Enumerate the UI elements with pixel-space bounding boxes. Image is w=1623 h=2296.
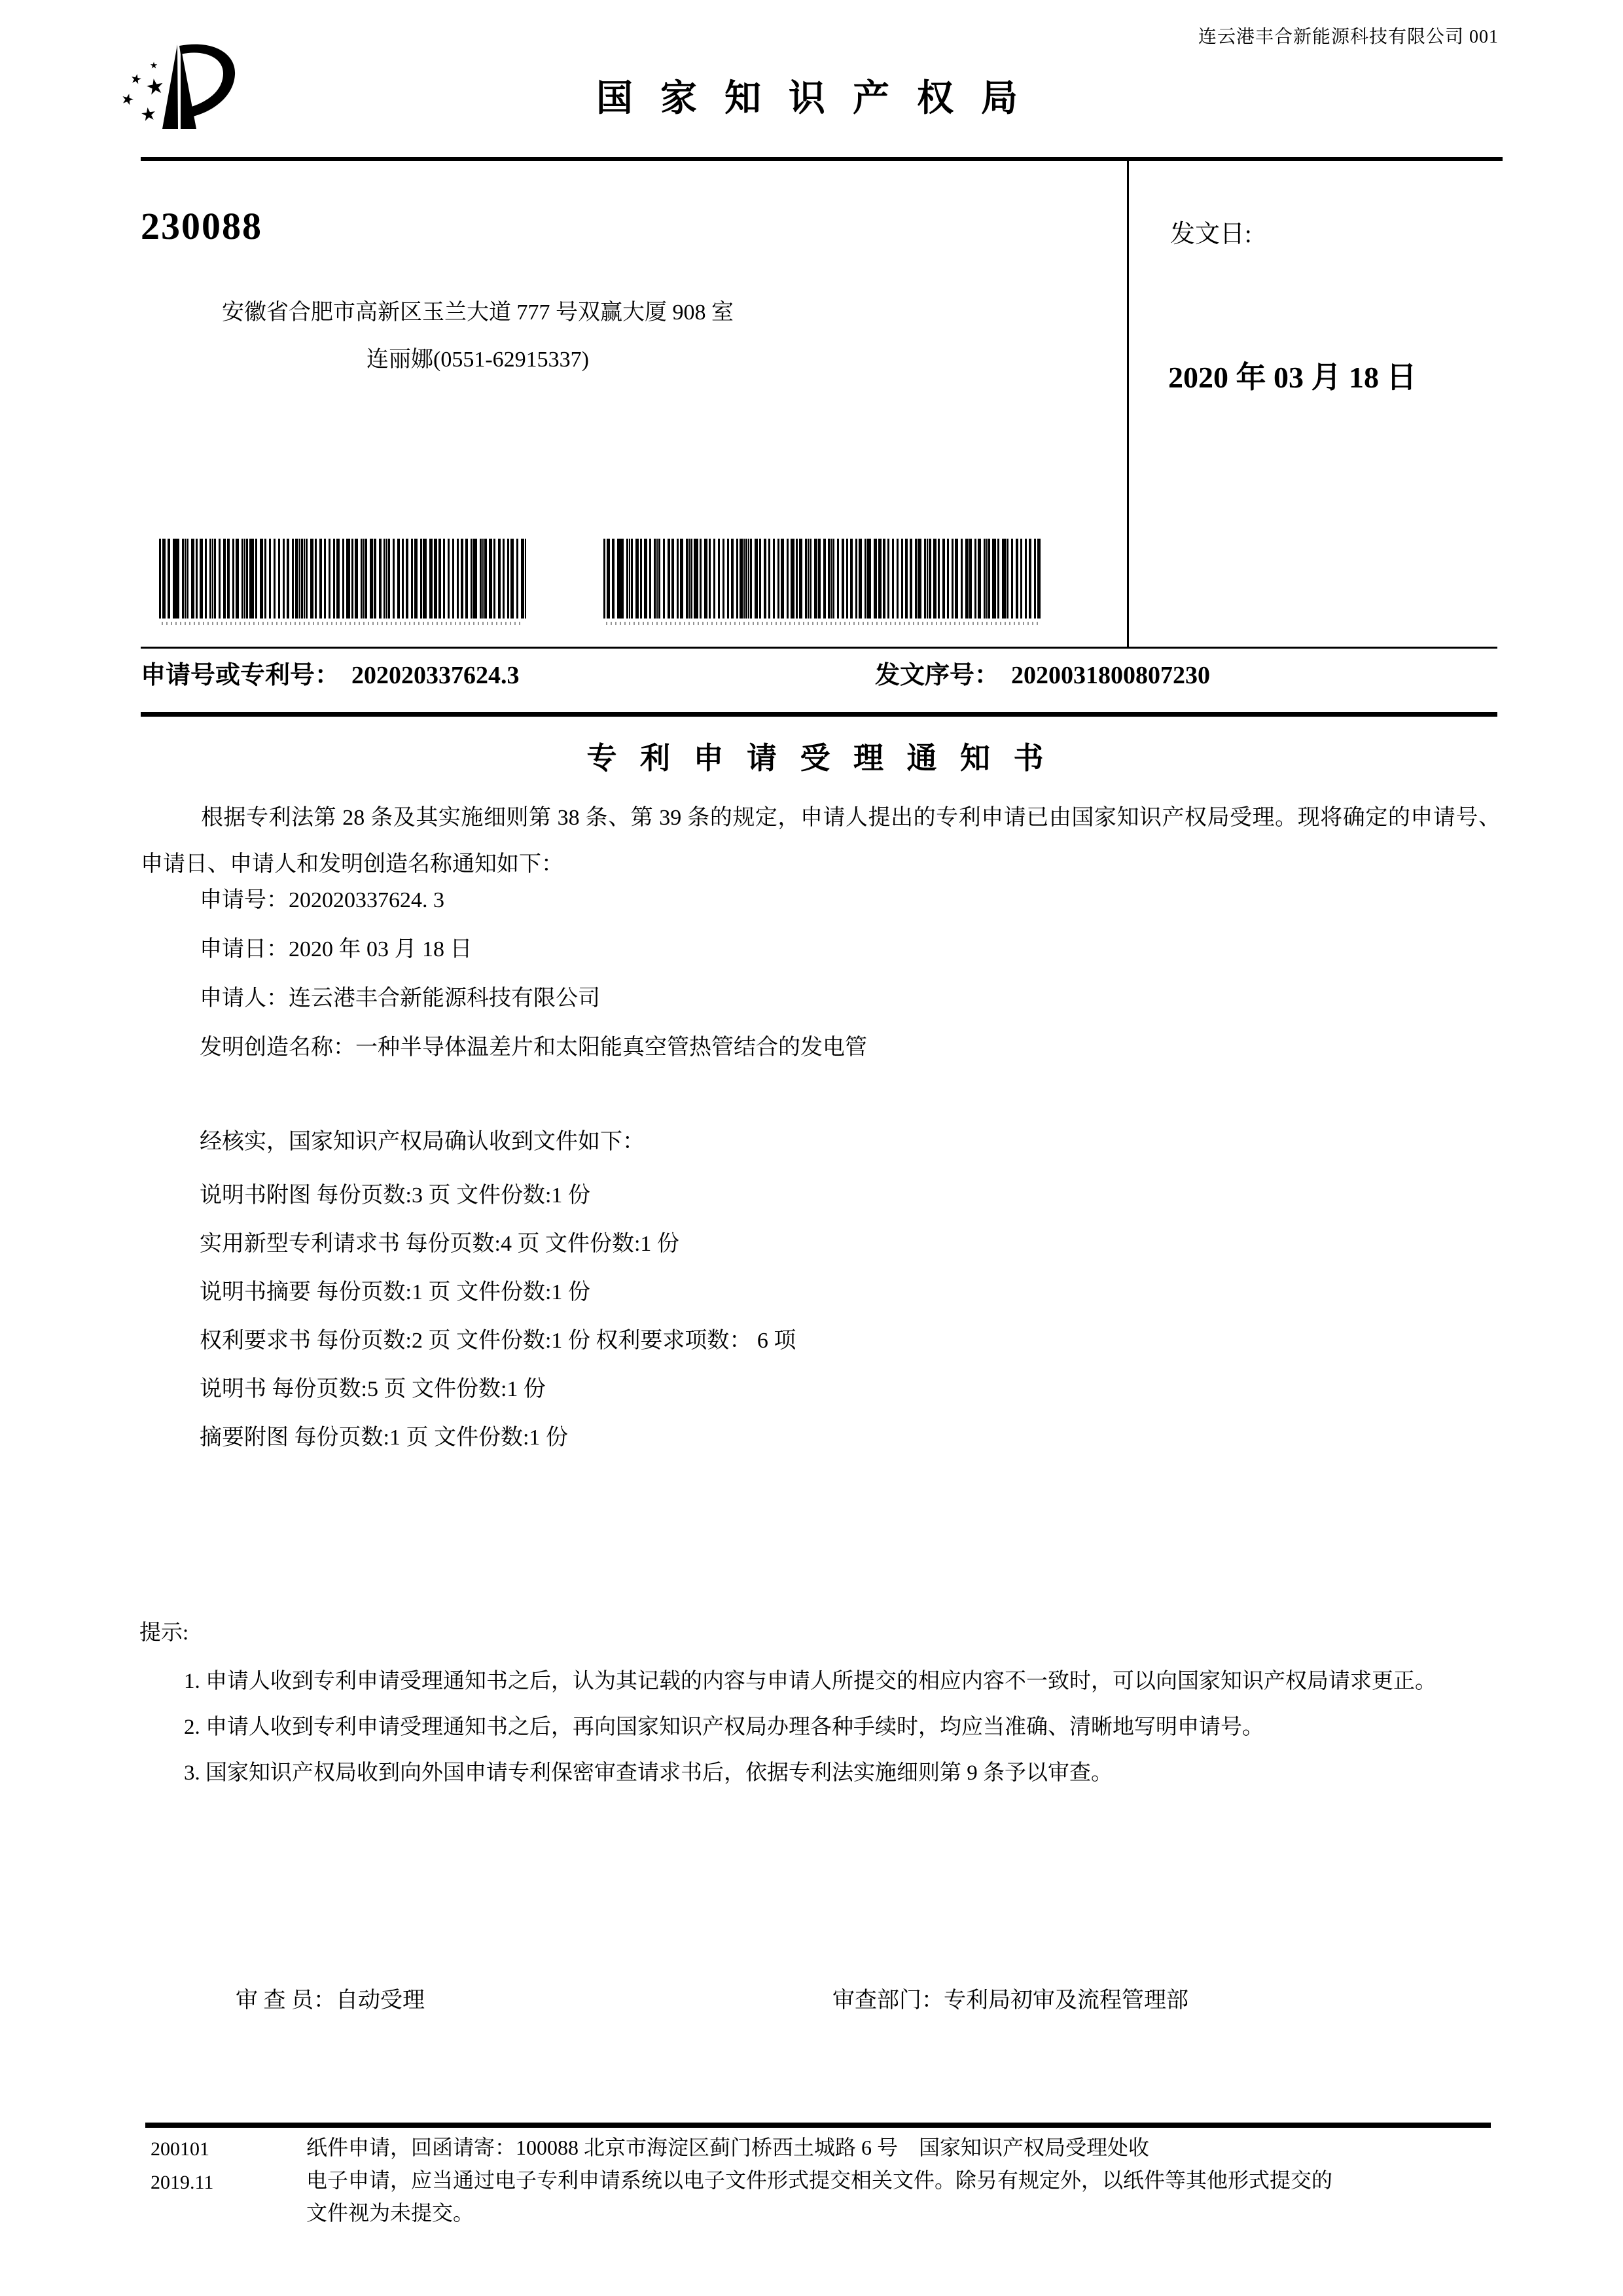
issue-date-value: 2020 年 03 月 18 日: [1168, 361, 1417, 394]
detail-row-applicant: [200, 974, 867, 1023]
recipient-address: [141, 289, 815, 384]
detail-label: 申请号：: [200, 888, 289, 912]
detail-label: 发明创造名称：: [200, 1035, 355, 1060]
detail-value: 一种半导体温差片和太阳能真空管热管结合的发电管: [355, 1035, 867, 1060]
detail-row-application-date: [200, 925, 867, 974]
tip-item: 3. 国家知识产权局收到向外国申请专利保密审查请求书后，依据专利法实施细则第 9 条予以审查。: [184, 1761, 1113, 1785]
barcode-right: [603, 539, 1041, 619]
footer-note-electronic-cont: 文件视为未提交。: [306, 2201, 474, 2225]
postal-code: 230088: [141, 205, 262, 247]
tip-item: 2. 申请人收到专利申请受理通知书之后，再向国家知识产权局办理各种手续时，均应当准确、清晰地写明申请号。: [184, 1715, 1264, 1739]
application-number-value: 202020337624.3: [351, 662, 520, 689]
detail-value: 202020337624. 3: [289, 888, 444, 912]
footer-form-codes: [151, 2132, 213, 2199]
examiner-label: 审 查 员：: [236, 1988, 336, 2013]
issue-date-label: 发文日:: [1170, 221, 1252, 248]
footer-note-paper: 纸件申请，回函请寄：100088 北京市海淀区蓟门桥西土城路 6 号 国家知识产权局受理处收: [306, 2136, 1150, 2159]
footer-form-code: 200101: [151, 2138, 209, 2160]
received-document-list: [200, 1172, 796, 1462]
recipient-contact: 连丽娜(0551-62915337): [366, 348, 589, 372]
footer-form-code: 2019.11: [151, 2172, 214, 2193]
document-item: 实用新型专利请求书 每份页数:4 页 文件份数:1 份: [200, 1232, 679, 1256]
department-label: 审查部门：: [832, 1988, 944, 2013]
application-number-label: 申请号或专利号：: [141, 662, 340, 689]
detail-value: 2020 年 03 月 18 日: [289, 937, 473, 961]
divider-below-numbers: [141, 712, 1497, 717]
page-title: 国 家 知 识 产 权 局: [596, 79, 1027, 119]
footer-note-electronic: 电子申请，应当通过电子专利申请系统以电子文件形式提交相关文件。除另有规定外，以纸件等其他形式提交的: [306, 2168, 1333, 2192]
detail-label: 申请人：: [200, 986, 289, 1011]
department-value: 专利局初审及流程管理部: [944, 1988, 1188, 2013]
document-item: 摘要附图 每份页数:1 页 文件份数:1 份: [200, 1426, 568, 1450]
application-number-row: [0, 655, 1623, 694]
date-box-divider: [1127, 161, 1129, 648]
document-item: 说明书摘要 每份页数:1 页 文件份数:1 份: [200, 1280, 590, 1304]
examiner-value: 自动受理: [336, 1988, 425, 2013]
examiner-group: [236, 1982, 425, 2014]
detail-list: [200, 876, 867, 1072]
application-number-group: [141, 655, 520, 691]
document-item: 说明书附图 每份页数:3 页 文件份数:1 份: [200, 1183, 590, 1208]
notice-title: 专 利 申 请 受 理 通 知 书: [586, 742, 1052, 775]
tip-item: 1. 申请人收到专利申请受理通知书之后，认为其记载的内容与申请人所提交的相应内容不一致时，可以向国家知识产权局请求更正。: [184, 1670, 1436, 1693]
divider-above-numbers: [141, 647, 1497, 649]
detail-row-application-no: [200, 876, 867, 925]
confirmation-line: 经核实，国家知识产权局确认收到文件如下：: [200, 1130, 645, 1154]
serial-number-label: 发文序号：: [875, 662, 1000, 689]
intro-paragraph: 根据专利法第 28 条及其实施细则第 38 条、第 39 条的规定，申请人提出的专利申请已由国家知识产权局受理。现将确定的申请号、申请日、申请人和发明创造名称通知如下：: [141, 806, 1501, 876]
footer-rule: [145, 2123, 1491, 2128]
serial-number-group: [875, 655, 1210, 691]
detail-row-invention-title: [200, 1023, 867, 1072]
serial-number-value: 2020031800807230: [1011, 662, 1211, 689]
header-rule: [141, 157, 1503, 161]
detail-label: 申请日：: [200, 937, 289, 961]
barcode-left: [159, 539, 526, 619]
department-group: [832, 1982, 1188, 2014]
tips-list: [141, 1659, 1505, 1796]
footer-notes: [306, 2131, 1501, 2229]
tips-label: 提示:: [139, 1621, 189, 1645]
examiner-row: [0, 1982, 1623, 2021]
document-item: 说明书 每份页数:5 页 文件份数:1 份: [200, 1377, 546, 1401]
corner-note: 连云港丰合新能源科技有限公司 001: [1198, 27, 1499, 47]
detail-value: 连云港丰合新能源科技有限公司: [289, 986, 600, 1011]
recipient-address-line: 安徽省合肥市高新区玉兰大道 777 号双赢大厦 908 室: [222, 300, 734, 325]
document-item: 权利要求书 每份页数:2 页 文件份数:1 份 权利要求项数： 6 项: [200, 1329, 796, 1353]
